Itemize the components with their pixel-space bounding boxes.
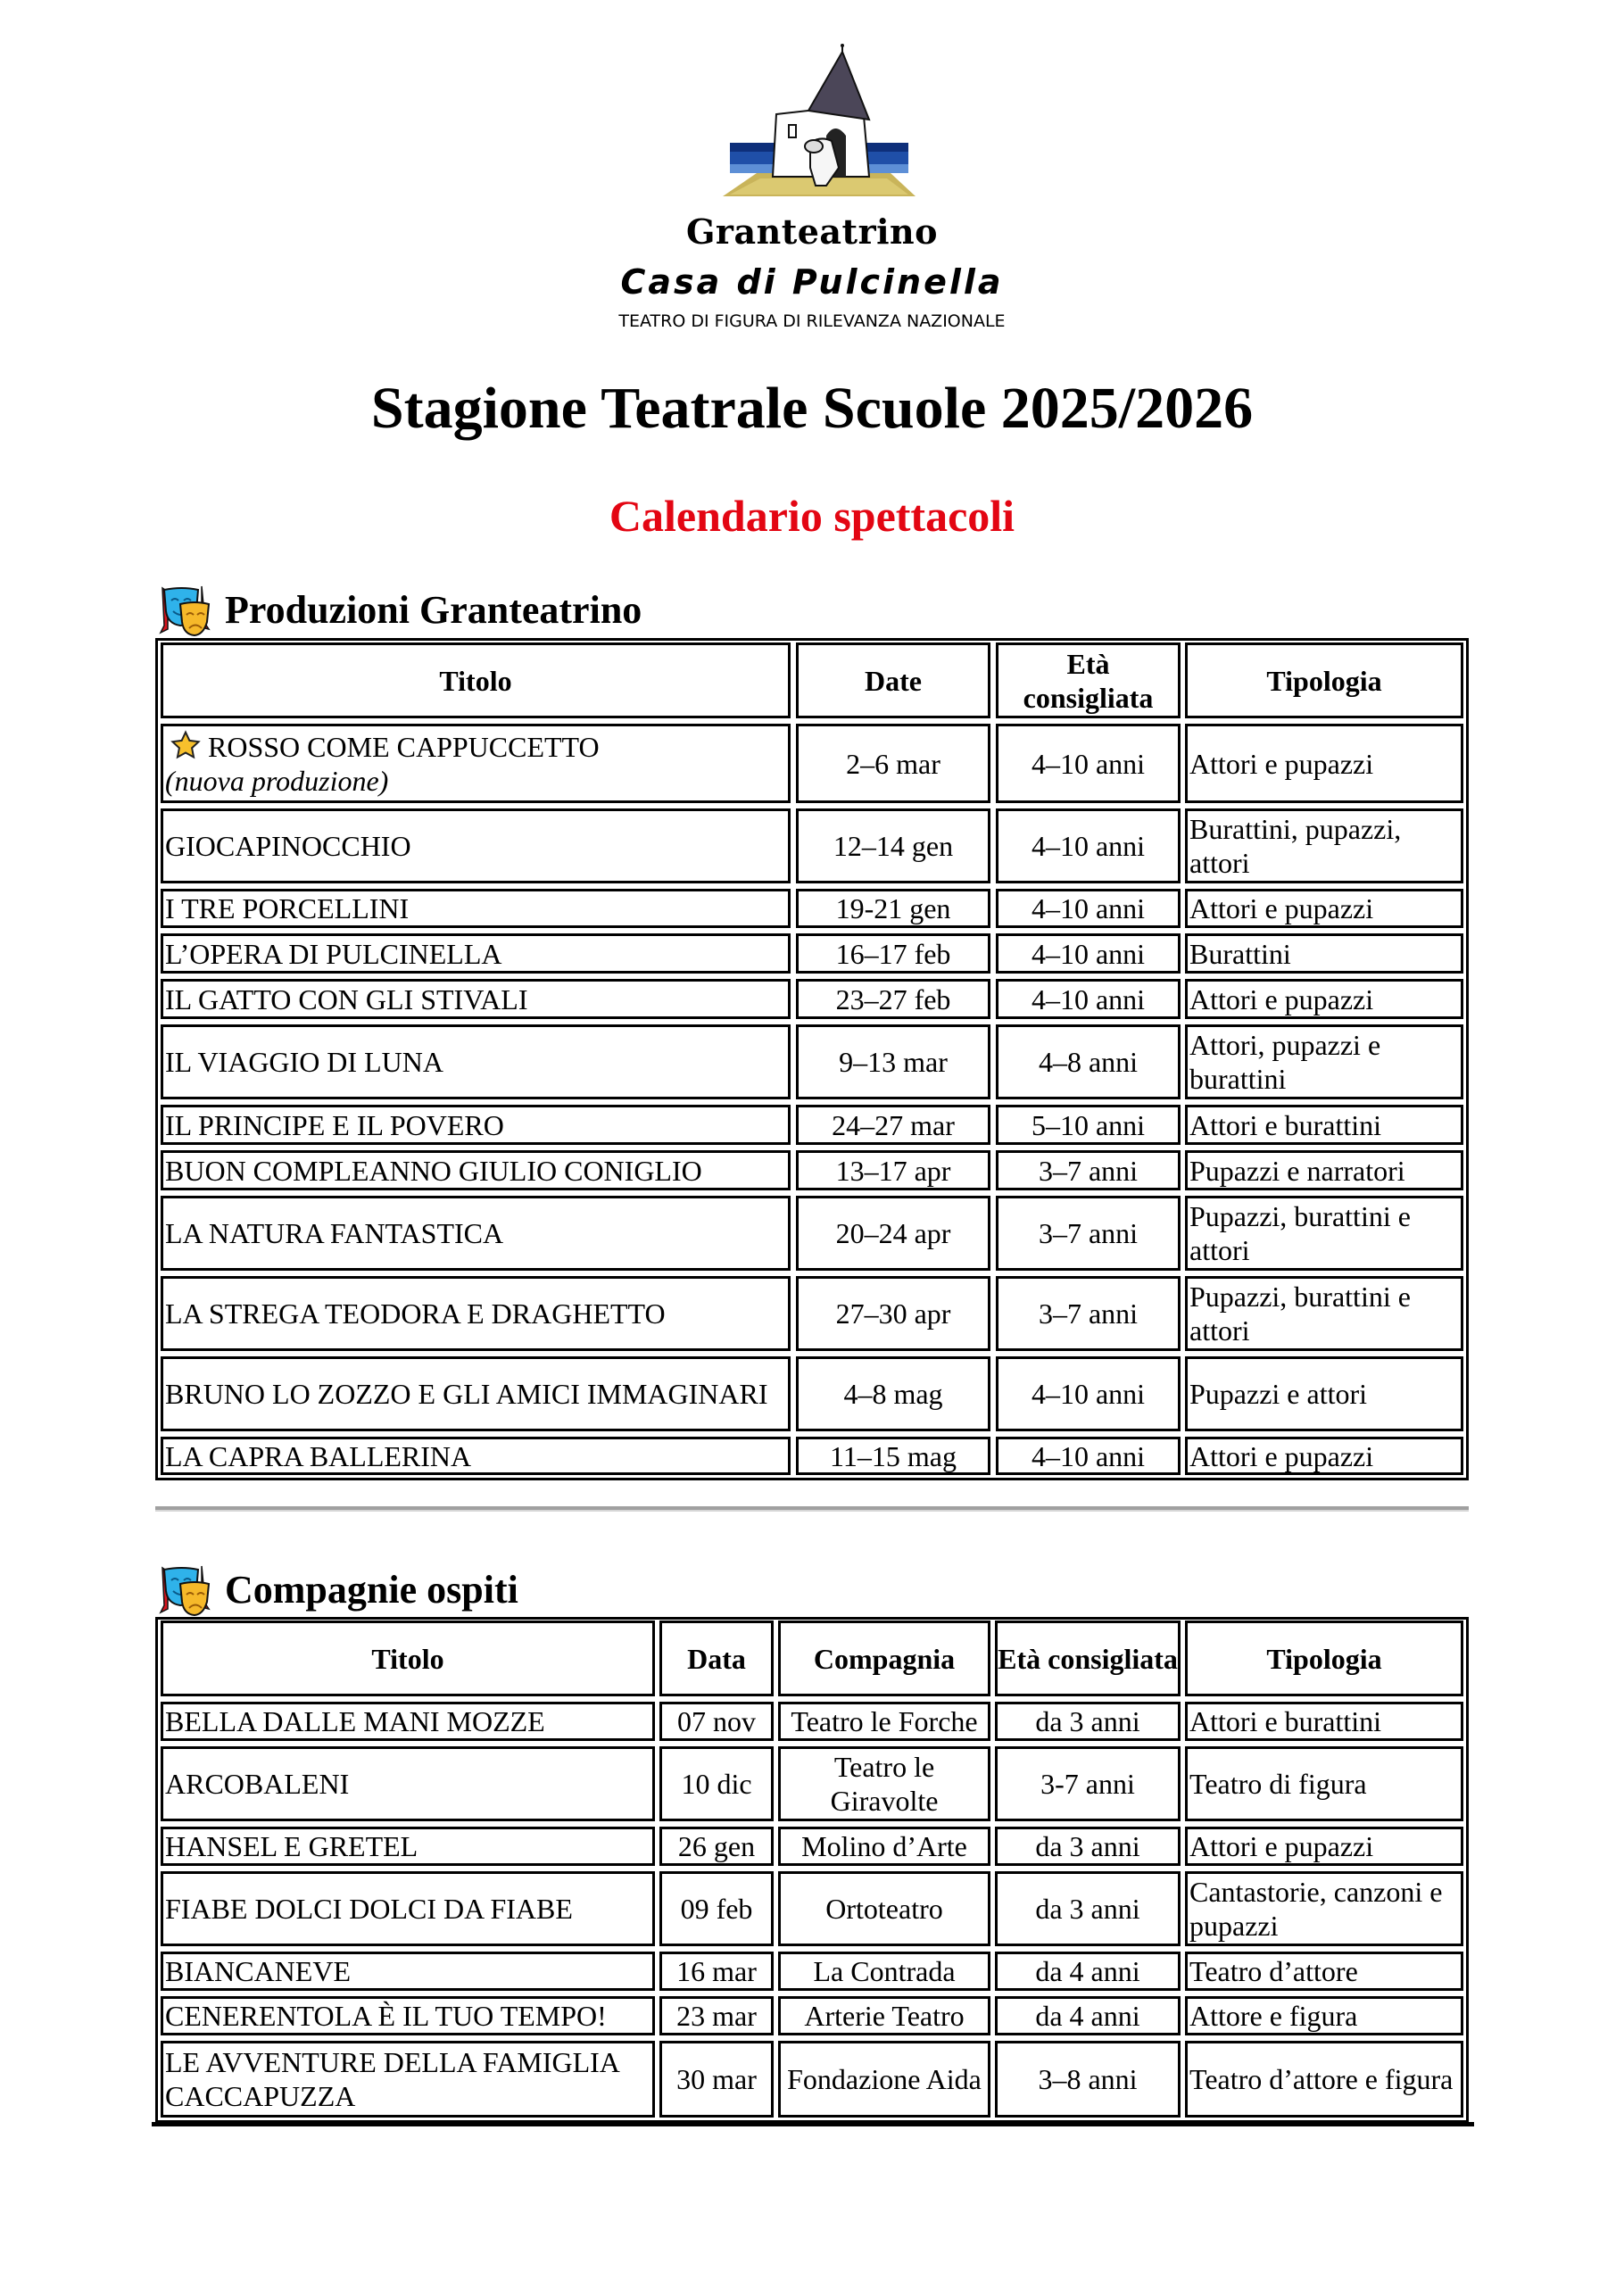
table-cell-type	[1185, 1702, 1463, 1741]
cell-content: ARCOBALENI	[165, 1768, 350, 1800]
cell-content: Teatro d’attore e figura	[1189, 2063, 1454, 2095]
cell-content: 3–7 anni	[1038, 1297, 1139, 1330]
page-title: Stagione Teatrale Scuole 2025/2026	[370, 376, 1254, 441]
table-cell-age	[996, 1105, 1181, 1145]
section-heading-productions	[157, 585, 642, 635]
cell-content: Attore e figura	[1189, 2000, 1358, 2032]
table-cell-age	[996, 979, 1181, 1019]
theater-masks-icon	[157, 1564, 212, 1616]
table-cell-date	[659, 1996, 774, 2035]
table-cell-age	[996, 1437, 1181, 1475]
cell-content: Molino d’Arte	[801, 1830, 967, 1862]
table-cell-dates	[796, 1105, 990, 1145]
cell-content: Teatro di figura	[1189, 1768, 1367, 1800]
cell-content: 9–13 mar	[839, 1046, 948, 1078]
table-cell-type	[1185, 889, 1463, 928]
table-cell-age	[996, 1276, 1181, 1351]
cell-content: BELLA DALLE MANI MOZZE	[165, 1705, 545, 1737]
cell-content: da 3 anni	[1035, 1893, 1140, 1925]
table-cell-type	[1185, 933, 1463, 974]
cell-content	[165, 730, 600, 798]
production-note: (nuova produzione)	[165, 764, 389, 797]
table-cell-age	[996, 933, 1181, 974]
table-cell-company	[778, 2041, 990, 2118]
cell-content: 3–7 anni	[1038, 1154, 1139, 1187]
table-cell-type	[1185, 1150, 1463, 1190]
column-header-label: Titolo	[371, 1642, 444, 1675]
table-cell-type	[1185, 808, 1463, 883]
cell-content: 3–8 anni	[1038, 2063, 1138, 2095]
table-cell-company	[778, 1827, 990, 1866]
cell-content: 24–27 mar	[832, 1108, 955, 1141]
cell-content: 4–10 anni	[1031, 1378, 1146, 1410]
table-cell-type	[1185, 1356, 1463, 1431]
column-header	[161, 1620, 655, 1696]
table-cell-title	[161, 1150, 791, 1190]
table-cell-type	[1185, 1952, 1463, 1991]
cell-content: BUON COMPLEANNO GIULIO CONIGLIO	[165, 1154, 702, 1187]
trullo-logo-illustration	[721, 43, 917, 200]
column-header-label: Età consigliata	[1023, 647, 1154, 714]
table-cell-dates	[796, 1356, 990, 1431]
table-cell-dates	[796, 1196, 990, 1271]
column-header-label: Date	[865, 664, 922, 697]
table-cell-type	[1185, 1746, 1463, 1821]
column-header	[1185, 1620, 1463, 1696]
cell-content: 4–10 anni	[1031, 892, 1146, 924]
cell-content: BIANCANEVE	[165, 1955, 351, 1987]
column-header-label: Tipologia	[1266, 664, 1382, 697]
cell-content: Burattini	[1189, 937, 1291, 970]
cell-content: da 3 anni	[1035, 1705, 1140, 1737]
table-cell-title	[161, 724, 791, 803]
table-cell-dates	[796, 1276, 990, 1351]
table-cell-company	[778, 1952, 990, 1991]
table-cell-type	[1185, 1024, 1463, 1099]
table-cell-title	[161, 1105, 791, 1145]
table-cell-title	[161, 1437, 791, 1475]
cell-content: LA CAPRA BALLERINA	[165, 1439, 472, 1472]
table-cell-type	[1185, 1996, 1463, 2035]
cell-content: LE AVVENTURE DELLA FAMIGLIA CACCAPUZZA	[165, 2046, 619, 2112]
table-cell-age	[995, 2041, 1181, 2118]
table-cell-dates	[796, 1437, 990, 1475]
table-cell-type	[1185, 724, 1463, 803]
logo-tagline: TEATRO DI FIGURA DI RILEVANZA NAZIONALE	[618, 311, 1006, 331]
table-cell-company	[778, 1702, 990, 1741]
cell-content: BRUNO LO ZOZZO E GLI AMICI IMMAGINARI	[165, 1378, 768, 1410]
table-cell-age	[995, 1871, 1181, 1946]
cell-content: 4–10 anni	[1031, 830, 1146, 862]
table-cell-title	[161, 1024, 791, 1099]
cell-content: 13–17 apr	[835, 1154, 951, 1187]
table-cell-age	[996, 808, 1181, 883]
cell-content: Attori e pupazzi	[1189, 747, 1374, 780]
table-cell-date	[659, 2041, 774, 2118]
cell-content: 23–27 feb	[835, 982, 951, 1015]
table-cell-date	[659, 1871, 774, 1946]
cell-content: Ortoteatro	[825, 1893, 943, 1925]
cell-content: 27–30 apr	[835, 1297, 951, 1330]
cell-content: Attori e pupazzi	[1189, 892, 1374, 924]
cell-content: Attori e burattini	[1189, 1108, 1382, 1141]
cell-content: da 4 anni	[1035, 1955, 1140, 1987]
cell-content: da 4 anni	[1035, 2000, 1140, 2032]
table-cell-age	[996, 1150, 1181, 1190]
table-cell-age	[995, 1996, 1181, 2035]
table-cell-title	[161, 2041, 655, 2118]
table-cell-title	[161, 1996, 655, 2035]
column-header	[996, 642, 1181, 718]
cell-content: Teatro d’attore	[1189, 1955, 1358, 1987]
theater-masks-icon	[157, 584, 212, 636]
table-cell-age	[995, 1746, 1181, 1821]
cell-content: Attori e burattini	[1189, 1705, 1382, 1737]
table-cell-company	[778, 1871, 990, 1946]
table-cell-date	[659, 1827, 774, 1866]
table-cell-age	[996, 724, 1181, 803]
star-icon	[170, 730, 201, 760]
table-cell-title	[161, 1276, 791, 1351]
cell-content: Pupazzi e narratori	[1189, 1154, 1405, 1187]
table-cell-age	[996, 1196, 1181, 1271]
cell-content: 4–10 anni	[1031, 747, 1146, 780]
cell-content: FIABE DOLCI DOLCI DA FIABE	[165, 1893, 573, 1925]
cell-content: Teatro le Forche	[791, 1705, 978, 1737]
cell-content: La Contrada	[813, 1955, 956, 1987]
table-cell-type	[1185, 1276, 1463, 1351]
cell-content: 12–14 gen	[833, 830, 954, 862]
cell-content: Fondazione Aida	[787, 2063, 982, 2095]
cell-content: 30 mar	[676, 2063, 757, 2095]
table-cell-title	[161, 933, 791, 974]
table-cell-title	[161, 1356, 791, 1431]
cell-content: 09 feb	[680, 1893, 753, 1925]
cell-content: 20–24 apr	[835, 1217, 951, 1249]
table-cell-type	[1185, 1827, 1463, 1866]
page-subtitle: Calendario spettacoli	[609, 491, 1015, 541]
table-cell-title	[161, 1746, 655, 1821]
table-cell-title	[161, 808, 791, 883]
table-cell-age	[995, 1702, 1181, 1741]
table-cell-title	[161, 1196, 791, 1271]
section-title: Produzioni Granteatrino	[225, 588, 642, 632]
column-header	[778, 1620, 990, 1696]
cell-content: CENERENTOLA È IL TUO TEMPO!	[165, 2000, 607, 2032]
table-cell-title	[161, 1952, 655, 1991]
row-title: ROSSO COME CAPPUCCETTO	[208, 730, 600, 763]
table-cell-age	[995, 1952, 1181, 1991]
table-cell-title	[161, 1827, 655, 1866]
table-cell-type	[1185, 1871, 1463, 1946]
cell-content: 10 dic	[681, 1768, 752, 1800]
table-cell-dates	[796, 808, 990, 883]
table-cell-age	[996, 889, 1181, 928]
cell-content: Pupazzi, burattini e attori	[1189, 1281, 1411, 1347]
table-cell-type	[1185, 1437, 1463, 1475]
column-header	[659, 1620, 774, 1696]
cell-content: 3–7 anni	[1038, 1217, 1139, 1249]
column-header	[1185, 642, 1463, 718]
cell-content: LA NATURA FANTASTICA	[165, 1217, 504, 1249]
cell-content: 5–10 anni	[1031, 1108, 1146, 1141]
column-header-label: Compagnia	[813, 1642, 956, 1675]
table-cell-type	[1185, 2041, 1463, 2118]
table-bottom-rule	[152, 2122, 1474, 2126]
cell-content: I TRE PORCELLINI	[165, 892, 410, 924]
column-header	[995, 1620, 1181, 1696]
section-heading-guests	[157, 1565, 518, 1615]
table-cell-dates	[796, 933, 990, 974]
cell-content: Arterie Teatro	[804, 2000, 965, 2032]
table-cell-type	[1185, 1196, 1463, 1271]
column-header-label: Titolo	[439, 664, 512, 697]
cell-content: Pupazzi e attori	[1189, 1378, 1368, 1410]
table-cell-dates	[796, 1024, 990, 1099]
table-cell-dates	[796, 724, 990, 803]
table-cell-age	[995, 1827, 1181, 1866]
cell-content: 4–8 mag	[843, 1378, 943, 1410]
table-cell-age	[996, 1356, 1181, 1431]
cell-content: Pupazzi, burattini e attori	[1189, 1200, 1411, 1266]
table-cell-title	[161, 889, 791, 928]
table-cell-company	[778, 1746, 990, 1821]
cell-content: L’OPERA DI PULCINELLA	[165, 937, 502, 970]
cell-content: 11–15 mag	[830, 1439, 957, 1472]
table-cell-date	[659, 1746, 774, 1821]
table-cell-date	[659, 1702, 774, 1741]
table-cell-dates	[796, 889, 990, 928]
table-cell-age	[996, 1024, 1181, 1099]
section-divider	[155, 1506, 1469, 1512]
section-title: Compagnie ospiti	[225, 1568, 518, 1612]
cell-content: 07 nov	[677, 1705, 756, 1737]
column-header-label: Età consigliata	[998, 1642, 1178, 1675]
cell-content: 26 gen	[677, 1830, 756, 1862]
cell-content: 4–10 anni	[1031, 937, 1146, 970]
cell-content: 19-21 gen	[835, 892, 951, 924]
cell-content: 4–10 anni	[1031, 982, 1146, 1015]
table-cell-company	[778, 1996, 990, 2035]
cell-content: Teatro le Giravolte	[830, 1751, 939, 1817]
table-cell-date	[659, 1952, 774, 1991]
cell-content: Burattini, pupazzi, attori	[1189, 813, 1402, 879]
table-cell-title	[161, 1702, 655, 1741]
column-header	[161, 642, 791, 718]
cell-content: 16 mar	[676, 1955, 757, 1987]
title-line	[165, 730, 600, 764]
column-header-label: Tipologia	[1266, 1642, 1382, 1675]
cell-content: IL PRINCIPE E IL POVERO	[165, 1108, 504, 1141]
cell-content: 3-7 anni	[1040, 1768, 1135, 1800]
table-cell-dates	[796, 1150, 990, 1190]
column-header-label: Data	[687, 1642, 746, 1675]
cell-content: HANSEL E GRETEL	[165, 1830, 418, 1862]
table-cell-type	[1185, 1105, 1463, 1145]
cell-content: 4–10 anni	[1031, 1439, 1146, 1472]
cell-content: 4–8 anni	[1038, 1046, 1139, 1078]
cell-content: Attori e pupazzi	[1189, 982, 1374, 1015]
column-header	[796, 642, 990, 718]
table-cell-dates	[796, 979, 990, 1019]
cell-content: 2–6 mar	[846, 747, 940, 780]
cell-content: IL GATTO CON GLI STIVALI	[165, 982, 528, 1015]
cell-content: da 3 anni	[1035, 1830, 1140, 1862]
logo-subtitle: Casa di Pulcinella	[620, 262, 1004, 302]
cell-content: GIOCAPINOCCHIO	[165, 830, 411, 862]
table-cell-title	[161, 1871, 655, 1946]
cell-content: 16–17 feb	[835, 937, 951, 970]
cell-content: Attori, pupazzi e burattini	[1189, 1029, 1381, 1095]
cell-content: Attori e pupazzi	[1189, 1439, 1374, 1472]
cell-content: IL VIAGGIO DI LUNA	[165, 1046, 443, 1078]
table-cell-type	[1185, 979, 1463, 1019]
cell-content: Attori e pupazzi	[1189, 1830, 1374, 1862]
cell-content: LA STREGA TEODORA E DRAGHETTO	[165, 1297, 666, 1330]
table-cell-title	[161, 979, 791, 1019]
cell-content: Cantastorie, canzoni e pupazzi	[1189, 1876, 1443, 1942]
logo-name: Granteatrino	[685, 211, 939, 252]
cell-content: 23 mar	[676, 2000, 757, 2032]
